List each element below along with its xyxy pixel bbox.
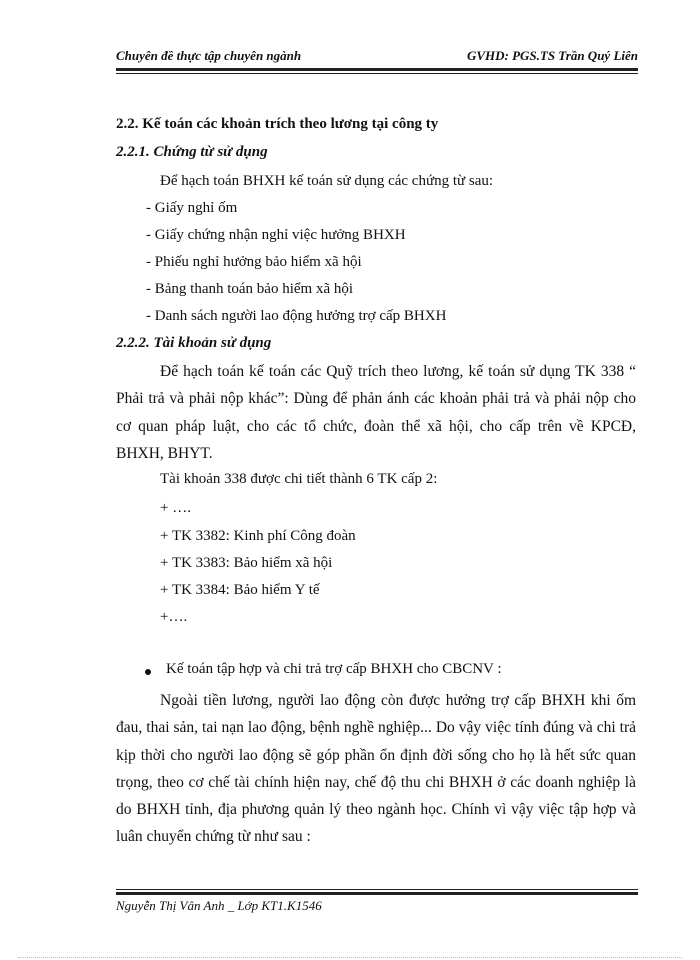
list-item: - Giấy nghỉ ốm: [146, 200, 238, 216]
list-item: - Giấy chứng nhận nghỉ việc hưởng BHXH: [146, 227, 406, 243]
list-item: + TK 3382: Kinh phí Công đoàn: [160, 528, 356, 544]
header-right: GVHD: PGS.TS Trần Quý Liên: [466, 48, 638, 63]
header-rule-thick: [116, 68, 638, 71]
list-item: + ….: [160, 500, 191, 516]
bullet-icon: [145, 669, 151, 675]
section-title: 2.2. Kế toán các khoản trích theo lương tại công ty: [116, 116, 439, 132]
subsection-title-2-2-2: 2.2.2. Tài khoản sử dụng: [116, 335, 272, 351]
paragraph-allowance-text: Ngoài tiền lương, người lao động còn được hưởng trợ cấp BHXH khi ốm đau, thai sản, tai nạn lao động, bệnh nghề nghiệp... Do vậy việc tính đúng và chi trả kịp thời cho người lao động sẽ góp phần ổn định đời sống cho họ là hết sức quan trọng, theo cơ chế tài chính hiện nay, chế độ thu chi BHXH ở các doanh nghiệp là do BHXH tỉnh, địa phương quản lý theo ngành học. Chính vì vậy việc tập hợp và luân chuyển chứng từ như sau :: [116, 692, 636, 846]
bullet-title: Kế toán tập hợp và chi trả trợ cấp BHXH cho CBCNV :: [166, 661, 502, 677]
list-item: - Bảng thanh toán bảo hiểm xã hội: [146, 281, 354, 297]
page-edge-divider: [18, 957, 682, 958]
list-item: - Phiếu nghỉ hưởng bảo hiểm xã hội: [146, 254, 362, 270]
account-detail-intro: Tài khoản 338 được chi tiết thành 6 TK cấp 2:: [160, 471, 438, 487]
list-item: + TK 3383: Bảo hiểm xã hội: [160, 555, 333, 571]
list-item: +….: [160, 609, 188, 625]
subsection-intro: Để hạch toán BHXH kế toán sử dụng các chứng từ sau:: [160, 173, 494, 189]
footer-rule-thin: [116, 889, 638, 890]
paragraph-allowance: [116, 687, 636, 851]
list-item: + TK 3384: Bảo hiểm Y tế: [160, 582, 320, 598]
subsection-title-2-2-1: 2.2.1. Chứng từ sử dụng: [116, 144, 268, 160]
paragraph-account: [116, 358, 636, 467]
footer-rule-thick: [116, 892, 638, 895]
footer-text: Nguyễn Thị Vân Anh _ Lớp KT1.K1546: [116, 898, 322, 913]
list-item: - Danh sách người lao động hưởng trợ cấp BHXH: [146, 308, 447, 324]
header-left: Chuyên đề thực tập chuyên ngành: [116, 48, 302, 63]
header-rule-thin: [116, 73, 638, 74]
paragraph-account-text: Để hạch toán kế toán các Quỹ trích theo lương, kế toán sử dụng TK 338 “ Phải trả và phải nộp khác”: Dùng để phản ánh các khoản phải trả và phải nộp cho cơ quan pháp luật, cho các tổ chức, đoàn thể xã hội, cho cấp trên về KPCĐ, BHXH, BHYT.: [116, 363, 636, 462]
